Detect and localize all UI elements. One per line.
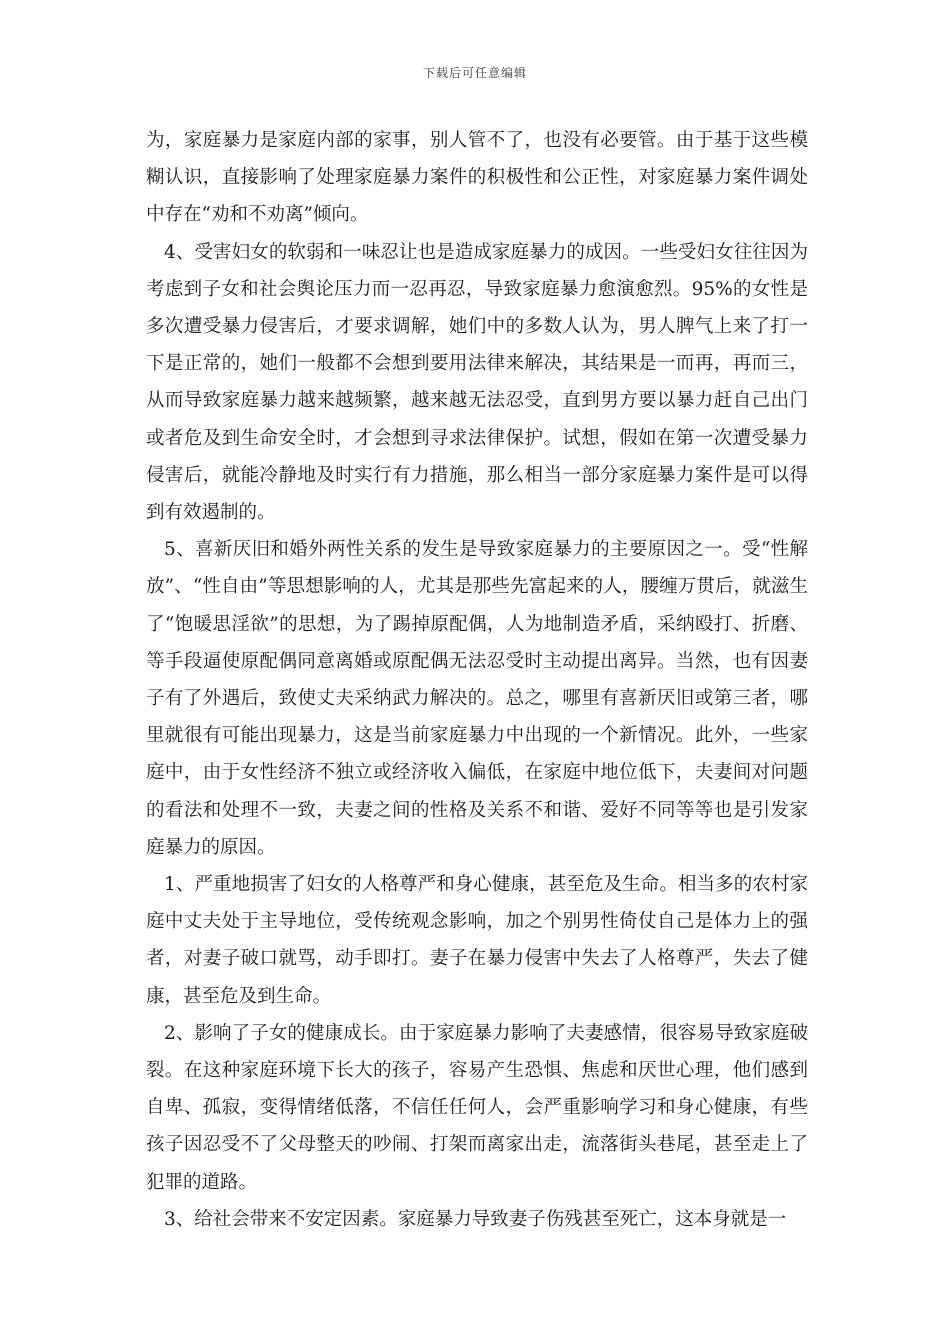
- paragraph-harm-2: 2、影响了子女的健康成长。由于家庭暴力影响了夫妻感情，很容易导致家庭破裂。在这种家庭环境下长大的孩子，容易产生恐惧、焦虑和厌世心理，他们感到自卑、孤寂，变得情绪低落，不信任任何人，会严重影响学习和身心健康，有些孩子因忍受不了父母整天的吵闹、打架而离家出走，流落街头巷尾，甚至走上了犯罪的道路。: [146, 1022, 808, 1193]
- paragraph-harm-1: 1、严重地损害了妇女的人格尊严和身心健康，甚至危及生命。相当多的农村家庭中丈夫处于主导地位，受传统观念影响，加之个别男性倚仗自己是体力上的强者，对妻子破口就骂，动手即打。妻子在暴力侵害中失去了人格尊严，失去了健康，甚至危及到生命。: [146, 874, 808, 1007]
- paragraph-harm-3: 3、给社会带来不安定因素。家庭暴力导致妻子伤残甚至死亡，这本身就是一: [164, 1208, 787, 1230]
- paragraph-continuation: 为，家庭暴力是家庭内部的家事，别人管不了，也没有必要管。由于基于这些模糊认识，直接影响了处理家庭暴力案件的积极性和公正性，对家庭暴力案件调处中存在“劝和不劝离”倾向。: [146, 130, 808, 226]
- page-header: 下载后可任意编辑: [422, 66, 527, 80]
- paragraph-item-5: 5、喜新厌旧和婚外两性关系的发生是导致家庭暴力的主要原因之一。受“性解放”、“性自由”等思想影响的人，尤其是那些先富起来的人，腰缠万贯后，就滋生了“饱暖思淫欲”的思想，为了踢掉原配偶，人为地制造矛盾，采纳殴打、折磨、等手段逼使原配偶同意离婚或原配偶无法忍受时主动提出离异。当然，也有因妻子有了外遇后，致使丈夫采纳武力解决的。总之，哪里有喜新厌旧或第三者，哪里就很有可能出现暴力，这是当前家庭暴力中出现的一个新情况。此外，一些家庭中，由于女性经济不独立或经济收入偏低，在家庭中地位低下，夫妻间对问题的看法和处理不一致，夫妻之间的性格及关系不和谐、爱好不同等等也是引发家庭暴力的原因。: [146, 539, 808, 858]
- paragraph-item-4: 4、受害妇女的软弱和一味忍让也是造成家庭暴力的成因。一些受妇女往往因为考虑到子女和社会舆论压力而一忍再忍，导致家庭暴力愈演愈烈。95%的女性是多次遭受暴力侵害后，才要求调解，她们中的多数人认为，男人脾气上来了打一下是正常的，她们一般都不会想到要用法律来解决，其结果是一而再，再而三，从而导致家庭暴力越来越频繁，越来越无法忍受，直到男方要以暴力赶自己出门或者危及到生命安全时，才会想到寻求法律保护。试想，假如在第一次遭受暴力侵害后，就能冷静地及时实行有力措施，那么相当一部分家庭暴力案件是可以得到有效遏制的。: [146, 241, 808, 524]
- document-body: [146, 122, 808, 1238]
